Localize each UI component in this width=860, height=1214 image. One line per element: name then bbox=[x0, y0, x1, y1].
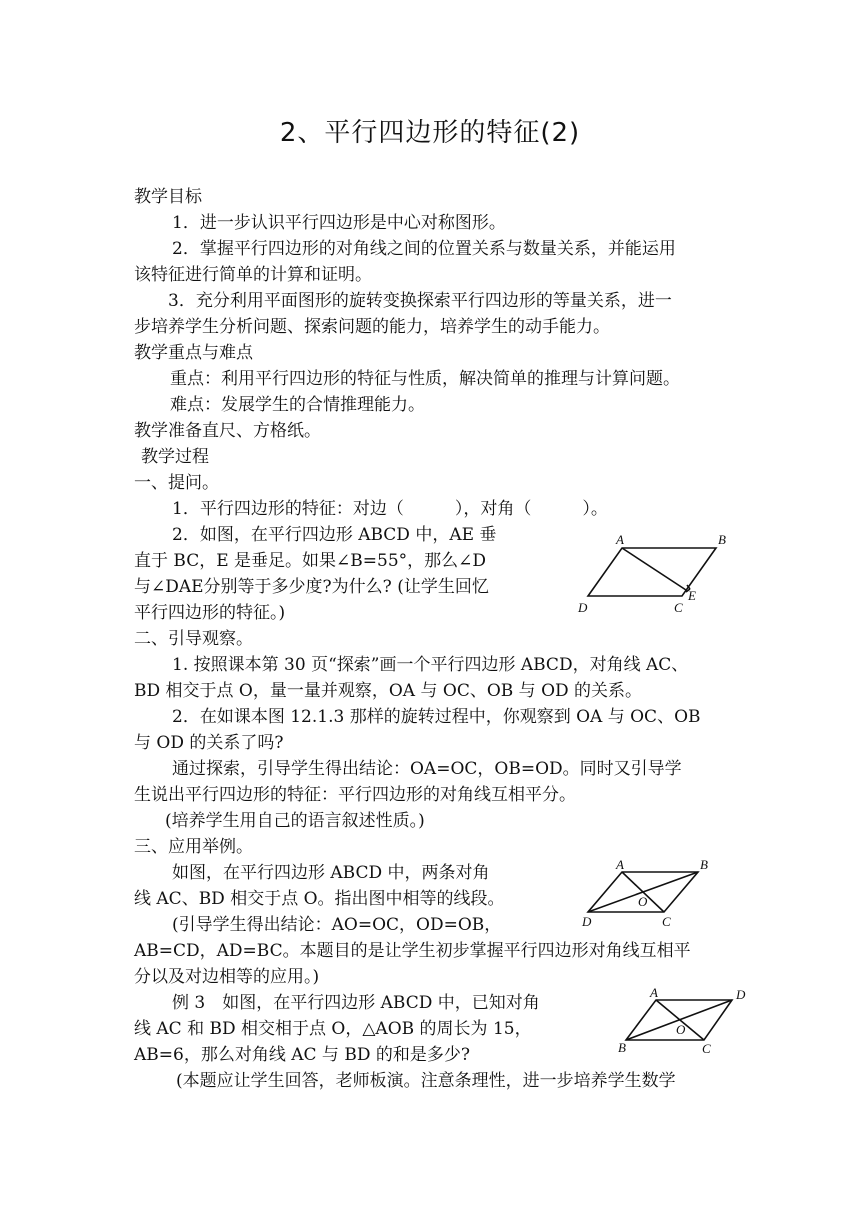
section-heading: 三、应用举例。 bbox=[134, 837, 253, 857]
section-heading: 教学过程 bbox=[141, 447, 209, 467]
paragraph-line: 2．如图，在平行四边形 ABCD 中，AE 垂 bbox=[172, 525, 497, 545]
paragraph-line: 1．平行四边形的特征：对边（ ），对角（ ）。 bbox=[172, 499, 608, 519]
paragraph-line: 重点：利用平行四边形的特征与性质，解决简单的推理与计算问题。 bbox=[170, 369, 680, 389]
figure-parallelogram-altitude bbox=[570, 528, 740, 620]
paragraph-line: AB=CD，AD=BC。本题目的是让学生初步掌握平行四边形对角线互相平 bbox=[134, 941, 691, 961]
vertex-label-b: B bbox=[718, 532, 726, 547]
paragraph-line: 线 AC、BD 相交于点 O。指出图中相等的线段。 bbox=[134, 889, 505, 909]
paragraph-line: 通过探索，引导学生得出结论：OA=OC，OB=OD。同时又引导学 bbox=[172, 759, 682, 779]
vertex-label-a: A bbox=[616, 857, 624, 872]
paragraph-line: 平行四边形的特征。) bbox=[134, 603, 286, 623]
section-heading: 二、引导观察。 bbox=[134, 629, 253, 649]
section-heading: 教学目标 bbox=[134, 187, 202, 207]
vertex-label-d: D bbox=[736, 987, 746, 1002]
paragraph-line: 例 3 如图，在平行四边形 ABCD 中，已知对角 bbox=[172, 993, 540, 1013]
page-title: 2、平行四边形的特征(2) bbox=[279, 118, 581, 148]
paragraph-line: 难点：发展学生的合情推理能力。 bbox=[170, 395, 425, 415]
section-heading: 教学准备直尺、方格纸。 bbox=[134, 421, 321, 441]
paragraph-line: 步培养学生分析问题、探索问题的能力，培养学生的动手能力。 bbox=[134, 317, 610, 337]
paragraph-line: (引导学生得出结论：AO=OC，OD=OB， bbox=[172, 915, 502, 935]
paragraph-line: 与 OD 的关系了吗? bbox=[134, 733, 284, 753]
center-label-o: O bbox=[638, 894, 648, 909]
paragraph-line: 分以及对边相等的应用。) bbox=[134, 967, 320, 987]
vertex-label-c: C bbox=[674, 600, 683, 615]
vertex-label-b: B bbox=[618, 1040, 626, 1055]
vertex-label-d: D bbox=[582, 914, 592, 929]
vertex-label-a: A bbox=[650, 986, 658, 1000]
vertex-label-a: A bbox=[616, 532, 624, 547]
paragraph-line: 2．在如课本图 12.1.3 那样的旋转过程中，你观察到 OA 与 OC、OB bbox=[172, 707, 701, 727]
vertex-label-c: C bbox=[662, 914, 671, 929]
paragraph-line: AB=6，那么对角线 AC 与 BD 的和是多少? bbox=[134, 1045, 470, 1065]
paragraph-line: 该特征进行简单的计算和证明。 bbox=[134, 265, 372, 285]
center-label-o: O bbox=[676, 1022, 686, 1037]
paragraph-line: 如图，在平行四边形 ABCD 中，两条对角 bbox=[172, 863, 490, 883]
vertex-label-c: C bbox=[702, 1041, 711, 1056]
section-heading: 一、提问。 bbox=[134, 473, 219, 493]
vertex-label-e: E bbox=[688, 588, 696, 603]
section-heading: 教学重点与难点 bbox=[134, 343, 253, 363]
figure-parallelogram-diagonals bbox=[576, 856, 726, 932]
vertex-label-b: B bbox=[700, 857, 708, 872]
vertex-label-d: D bbox=[578, 600, 588, 615]
figure-example-3 bbox=[612, 986, 762, 1058]
paragraph-line: BD 相交于点 O，量一量并观察，OA 与 OC、OB 与 OD 的关系。 bbox=[134, 681, 643, 701]
paragraph-line: 2．掌握平行四边形的对角线之间的位置关系与数量关系，并能运用 bbox=[172, 239, 676, 259]
paragraph-line: 线 AC 和 BD 相交相于点 O，△AOB 的周长为 15， bbox=[134, 1019, 532, 1039]
paragraph-line: 1．进一步认识平行四边形是中心对称图形。 bbox=[172, 213, 506, 233]
paragraph-line: (培养学生用自己的语言叙述性质。) bbox=[165, 811, 425, 831]
paragraph-line: 与∠DAE分别等于多少度?为什么? (让学生回忆 bbox=[134, 577, 489, 597]
paragraph-line: 生说出平行四边形的特征：平行四边形的对角线互相平分。 bbox=[134, 785, 576, 805]
paragraph-line: 1. 按照课本第 30 页“探索”画一个平行四边形 ABCD，对角线 AC、 bbox=[172, 655, 689, 675]
paragraph-line: 3．充分利用平面图形的旋转变换探索平行四边形的等量关系，进一 bbox=[168, 291, 672, 311]
paragraph-line: (本题应让学生回答，老师板演。注意条理性，进一步培养学生数学 bbox=[176, 1071, 676, 1091]
paragraph-line: 直于 BC，E 是垂足。如果∠B=55°，那么∠D bbox=[134, 551, 487, 571]
